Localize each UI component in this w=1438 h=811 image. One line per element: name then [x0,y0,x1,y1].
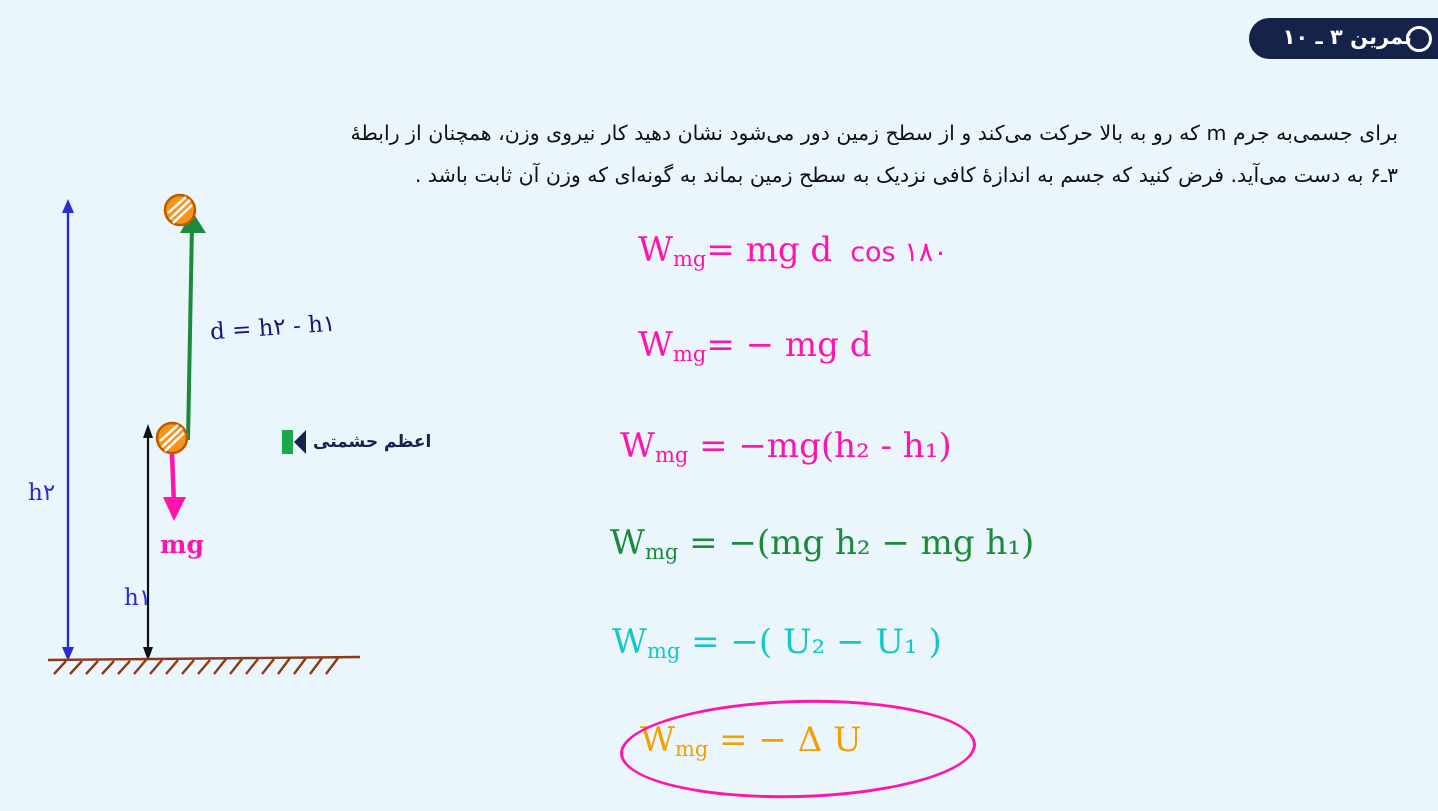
solution-step-4 [610,523,1034,564]
step2-subscript: mg [672,342,707,366]
step4-lhs: W [610,523,645,563]
label-weight: mg [160,530,204,559]
statement-line-2: ۳ـ۶ به دست می‌آید. فرض کنید که جسم به اندازهٔ کافی نزدیک به سطح زمین بماند به گونه‌ای که وزن آن ثابت باشد . [414,163,1398,188]
step4-subscript: mg [644,540,679,564]
label-h1: h۱ [124,585,152,611]
circle-marker-icon [1406,26,1432,52]
problem-statement [298,112,1398,196]
exercise-title: تمرین ۳ ـ ۱۰ [1249,18,1438,59]
h2-axis [62,199,74,661]
statement-line-1: برای جسمی‌به جرم m که رو به بالا حرکت می‌کند و از سطح زمین دور می‌شود نشان دهید کار نیروی وزن، همچنان از رابطهٔ [350,121,1398,145]
step3-rhs: = −mg(h₂ - h₁) [688,426,952,466]
exercise-header-badge [1249,18,1438,59]
step1-subscript: mg [672,247,707,271]
watermark-text: اعظم حشمتی [313,432,432,452]
step6-subscript: mg [674,737,709,761]
label-displacement: d = h۲ - h۱ [209,310,337,346]
step6-lhs: W [640,720,675,760]
step5-subscript: mg [646,639,681,663]
solution-step-2 [638,325,871,366]
step3-subscript: mg [654,443,689,467]
step3-lhs: W [620,426,655,466]
weight-force-arrow [163,453,186,521]
step1-rhs: = mg d [706,230,833,270]
step5-lhs: W [612,622,647,662]
ball-lower [157,423,187,453]
displacement-arrow [180,211,206,440]
step1-lhs: W [638,230,673,270]
watermark [282,430,431,454]
ball-upper [165,195,195,225]
step6-rhs: = − Δ U [708,720,862,760]
solution-step-1 [638,230,948,271]
solution-step-5 [612,622,942,663]
step2-rhs: = − mg d [706,325,872,365]
ground-hatching [48,657,360,674]
flag-logo-icon [282,430,306,454]
label-h2: h۲ [28,480,56,506]
h1-axis [143,424,153,661]
step4-rhs: = −(mg h₂ − mg h₁) [678,523,1035,563]
step2-lhs: W [638,325,673,365]
step1-cos-note: cos ۱۸۰ [850,237,948,268]
step5-rhs: = −( U₂ − U₁ ) [680,622,942,662]
solution-step-3 [620,426,952,467]
handwritten-solution [500,230,1400,800]
